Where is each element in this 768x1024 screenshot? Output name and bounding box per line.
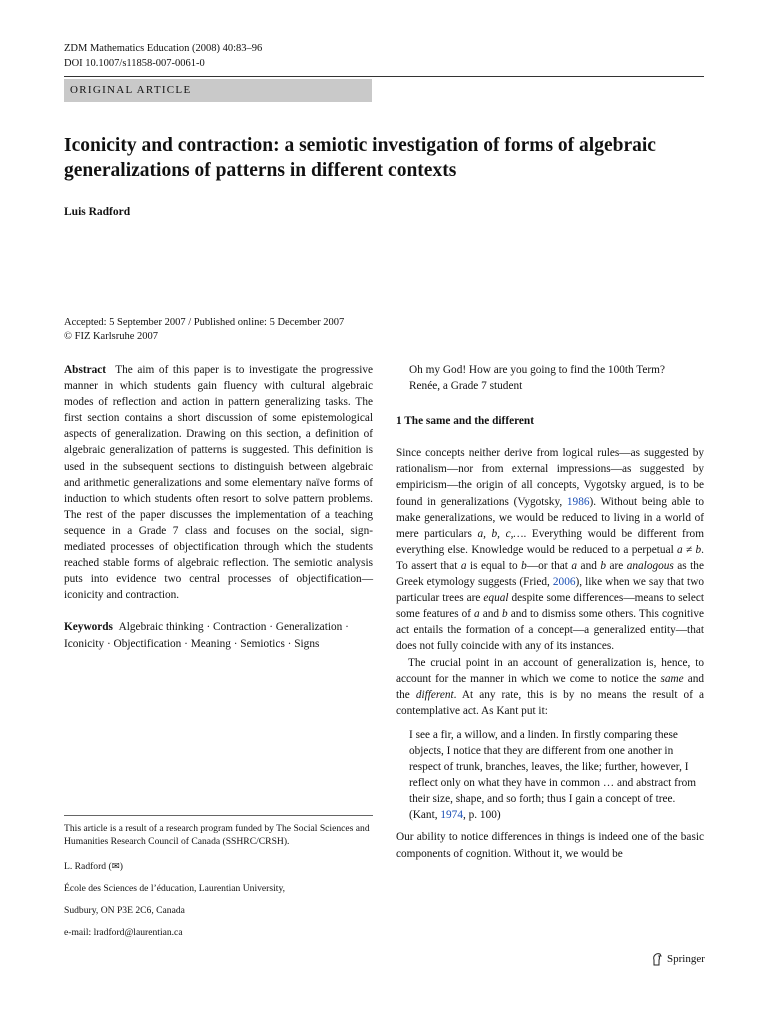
right-column [396, 362, 704, 862]
copyright-line: © FIZ Karlsruhe 2007 [64, 331, 159, 342]
paragraph-2: The crucial point in an account of generalization is, hence, to account for the manner in which we come to notice the same and the different. At any rate, this is by no means the result of a contemplative act. As Kant put it: [396, 656, 705, 717]
accepted-published-line: Accepted: 5 September 2007 / Published online: 5 December 2007 [64, 317, 345, 328]
footnotes [64, 822, 373, 948]
block-quote: I see a fir, a willow, and a linden. In firstly comparing these objects, I notice that they are different from one another in respect of trunk, branches, leaves, the like; further, however, I reflect only on what they have in common … and abstract from their size, shape, and so forth; thus I gain a concept of tree. (Kant, 1974, p. 100) [409, 728, 697, 822]
affiliation-name: L. Radford (✉) [64, 861, 123, 872]
section-heading: 1 The same and the different [396, 415, 534, 428]
journal-citation: ZDM Mathematics Education (2008) 40:83–96 [64, 43, 263, 54]
abstract-text: The aim of this paper is to investigate the progressive manner in which students gain fluency with cultural algebraic modes of reflection and action in pattern generalizing tasks. The first section contains a short discussion of some epistemological aspects of generalization. Drawing on this section, a definition of algebraic generalization of patterns is suggested. This definition is used in the subsequent sections to distinguish between algebraic and arithmetic generalizations and some elementary naïve forms of induction to which students often resort to solve pattern problems. The rest of the paper discusses the implementation of a teaching sequence in a Grade 7 class and focuses on the social, sign-mediated processes of objectification through which the students reached stable forms of algebraic reflection. The semiotic analysis puts into evidence two central processes of objectification—iconicity and contraction. [64, 364, 373, 602]
epigraph-quote: Oh my God! How are you going to find the 100th Term? [409, 364, 665, 376]
article-type-banner [64, 79, 372, 102]
left-column [64, 362, 373, 652]
publisher-logo [651, 952, 705, 966]
keywords-text: Algebraic thinking · Contraction · Generalization · Iconicity · Objectification · Meaning · Semiotics · Signs [64, 621, 349, 650]
citation-link-fried[interactable]: 2006 [552, 576, 576, 589]
epigraph [396, 362, 704, 394]
journal-header [64, 41, 262, 71]
author: Luis Radford [64, 206, 131, 218]
affiliation-email[interactable]: e-mail: lradford@laurentian.ca [64, 927, 183, 938]
funding-note: This article is a result of a research program funded by The Social Sciences and Humanities Research Council of Canada (SSHRC/CRSH). [64, 823, 370, 847]
header-rule [64, 76, 704, 77]
article-type-label: ORIGINAL ARTICLE [70, 84, 192, 96]
springer-horse-icon [651, 952, 663, 966]
footnote-rule [64, 815, 373, 816]
epigraph-attribution: Renée, a Grade 7 student [409, 380, 523, 393]
publisher-name: Springer [667, 953, 705, 965]
affiliation [64, 860, 373, 939]
citation-link-kant[interactable]: 1974 [440, 809, 463, 822]
citation-link-vygotsky[interactable]: 1986 [566, 495, 590, 508]
abstract-label: Abstract [64, 364, 107, 376]
paper-title: Iconicity and contraction: a semiotic investigation of forms of algebraic generalizations of patterns in different contexts [64, 135, 656, 181]
doi: DOI 10.1007/s11858-007-0061-0 [64, 58, 205, 69]
keywords-label: Keywords [64, 621, 113, 634]
affiliation-line1: École des Sciences de l’éducation, Laurentian University, [64, 883, 286, 894]
publication-dates [64, 316, 344, 344]
keywords [64, 619, 373, 651]
paragraph-3: Our ability to notice differences in things is indeed one of the basic components of cognition. Without it, we would be [396, 831, 704, 860]
paragraph-1: Since concepts neither derive from logical rules—as suggested by rationalism—nor from external impressions—as suggested by empiricism—the origin of all concepts, Vygotsky argued, is to be found in generalizations (Vygotsky, 1986). Without being able to make generalizations, we would be reduced to living in a world of mere particulars a, b, c,…. Everything would be different from everything else. Knowledge would be reduced to a perpetual a ≠ b. To assert that a is equal to b—or that a and b are analogous as the Greek etymology suggests (Fried, 2006), like when we say that two particular trees are equal despite some differences—means to select some features of a and b and to dismiss some others. This cognitive act entails the formation of a concept—a generalized entity—that does not fully coincide with any of its instances. [396, 447, 705, 653]
abstract [64, 362, 373, 603]
affiliation-line2: Sudbury, ON P3E 2C6, Canada [64, 905, 185, 916]
